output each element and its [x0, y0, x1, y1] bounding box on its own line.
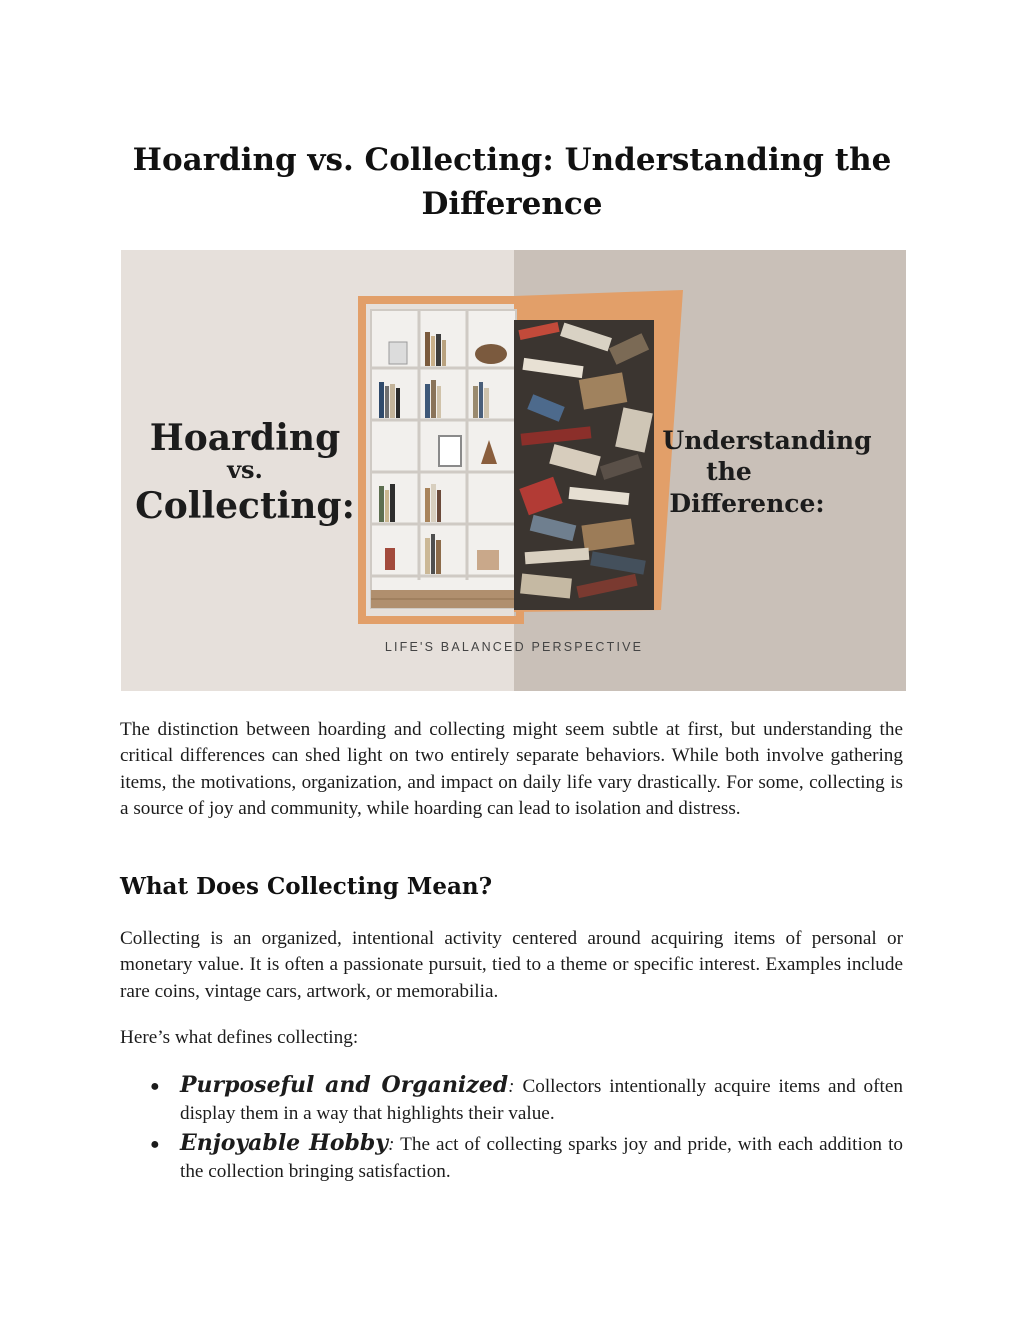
bullet-separator: : — [388, 1134, 395, 1155]
section-body: Collecting is an organized, intentional activity centered around acquiring items of personal or monetary value. It is often a passionate pursuit, tied to a theme or specific interest. Examples include rare coins, vintage cars, artwork, or memorabilia. — [120, 928, 903, 1002]
cluttered-pile — [514, 320, 654, 610]
hero-brand-caption: LIFE'S BALANCED PERSPECTIVE — [384, 640, 644, 654]
list-item — [120, 1130, 903, 1185]
hero-left-line-1: Hoarding — [149, 417, 341, 459]
collecting-traits-list — [120, 1072, 903, 1188]
bullet-text: Collectors intentionally acquire items and often display them in a way that highlights their value. — [180, 1076, 903, 1124]
hero-left-line-3: Collecting: — [135, 485, 355, 527]
intro-paragraph: The distinction between hoarding and collecting might seem subtle at first, but understanding the critical differences can shed light on two entirely separate behaviors. While both involve gathering items, the motivations, organization, and impact on daily life vary drastically. For some, collecting is a source of joy and community, while hoarding can lead to isolation and distress. — [120, 719, 903, 819]
hero-left-line-2: vs. — [227, 455, 263, 484]
page-title: Hoarding vs. Collecting: Understanding the Difference — [132, 142, 892, 222]
hero-right-line-1: Understanding — [662, 426, 872, 455]
hero-image — [121, 250, 906, 691]
hero-right-line-3: Difference: — [669, 489, 825, 518]
bullet-text: The act of collecting sparks joy and pride, with each addition to the collection bringing satisfaction. — [180, 1134, 903, 1182]
organized-bookshelf — [371, 310, 516, 608]
bullet-separator: : — [508, 1076, 515, 1097]
bullet-lead-in: Here’s what defines collecting: — [120, 1027, 359, 1048]
bullet-icon: ● — [150, 1136, 160, 1153]
section-heading: What Does Collecting Mean? — [120, 873, 493, 900]
bullet-term: Purposeful and Organized — [180, 1072, 509, 1098]
bullet-icon: ● — [150, 1078, 160, 1095]
hero-right-line-2: the — [706, 457, 752, 486]
bullet-term: Enjoyable Hobby — [180, 1130, 389, 1156]
list-item — [120, 1072, 903, 1127]
